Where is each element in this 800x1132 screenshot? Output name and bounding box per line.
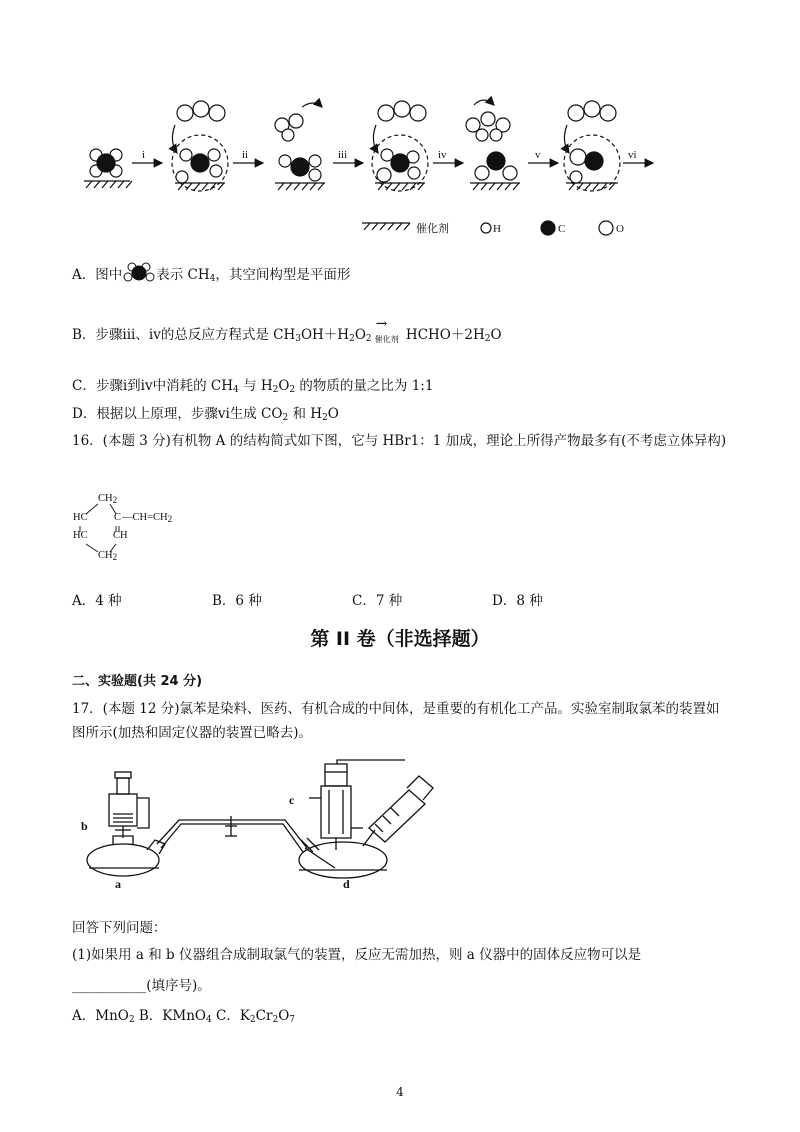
step-label: ii (242, 149, 249, 161)
label-b: b (81, 819, 88, 833)
mechanism-diagram (70, 95, 670, 240)
q15-option-d: D．根据以上原理，步骤vi生成 $CO_2$ 和 $H_2O$ (72, 406, 339, 423)
q17-options: A．MnO$_2$ B．KMnO$_4$ C．$K_2Cr_2O_7$ (72, 1008, 295, 1025)
reaction-arrow-icon: → (375, 316, 388, 332)
apparatus-diagram (75, 758, 495, 894)
q15-option-a: A．图中 表示 $CH_4$，其空间构型是平面形 (72, 262, 350, 289)
step-label: i (142, 149, 146, 161)
step-label: iii (338, 149, 348, 161)
reaction-condition: 催化剂 (374, 335, 399, 344)
q16-structure: $CH_2$ HC C $—CH=CH_2$ HC CH $CH_2$ (73, 493, 173, 562)
label-a: a (115, 877, 121, 891)
q16-option: A．4 种 (72, 593, 122, 609)
label-d: d (343, 877, 350, 891)
q16-option: C．7 种 (352, 593, 403, 609)
legend-catalyst: 催化剂 (416, 223, 449, 235)
step-label: iv (438, 149, 447, 161)
q16-option: D．8 种 (492, 593, 543, 609)
step-label: v (535, 149, 541, 161)
label-c: c (289, 793, 295, 807)
section-heading: 二、实验题(共 24 分) (72, 674, 203, 689)
legend-o: O (616, 223, 624, 235)
q17-prompt: 回答下列问题： (72, 920, 167, 936)
legend-h: H (493, 223, 501, 235)
q15-option-c: C．步骤i到iv中消耗的 $CH_4$ 与 $H_2O_2$ 的物质的量之比为 1:1 (72, 378, 434, 395)
q16-stem: 16．(本题 3 分)有机物 A 的结构简式如下图，它与 HBr1：1 加成，理论上所得产物最多有(不考虑立体异构) (72, 433, 727, 449)
q15-option-b: B．步骤iii、iv的总反应方程式是 $CH_3OH+H_2O_2$ → $_{催化剂}$ $HCHO+2H_2O$ (72, 316, 502, 344)
q17-sub1: (1)如果用 a 和 b 仪器组合成制取氯气的装置，反应无需加热，则 a 仪器中的固体反应物可以是 (72, 947, 642, 963)
q16-option: B．6 种 (212, 593, 262, 609)
part2-title: 第 II 卷（非选择题） (310, 628, 490, 650)
q17-stem: 17．(本题 12 分)氯苯是染料、医药、有机合成的中间体，是重要的有机化工产品。实验室制取氯苯的装置如图所示(加热和固定仪器的装置已略去)。 (72, 701, 720, 741)
legend-c: C (558, 223, 566, 235)
ch4-molecule-icon (122, 262, 156, 284)
page-number: 4 (396, 1085, 404, 1099)
q17-blank: ___________(填序号)。 (72, 978, 211, 994)
step-label: vi (628, 149, 637, 161)
